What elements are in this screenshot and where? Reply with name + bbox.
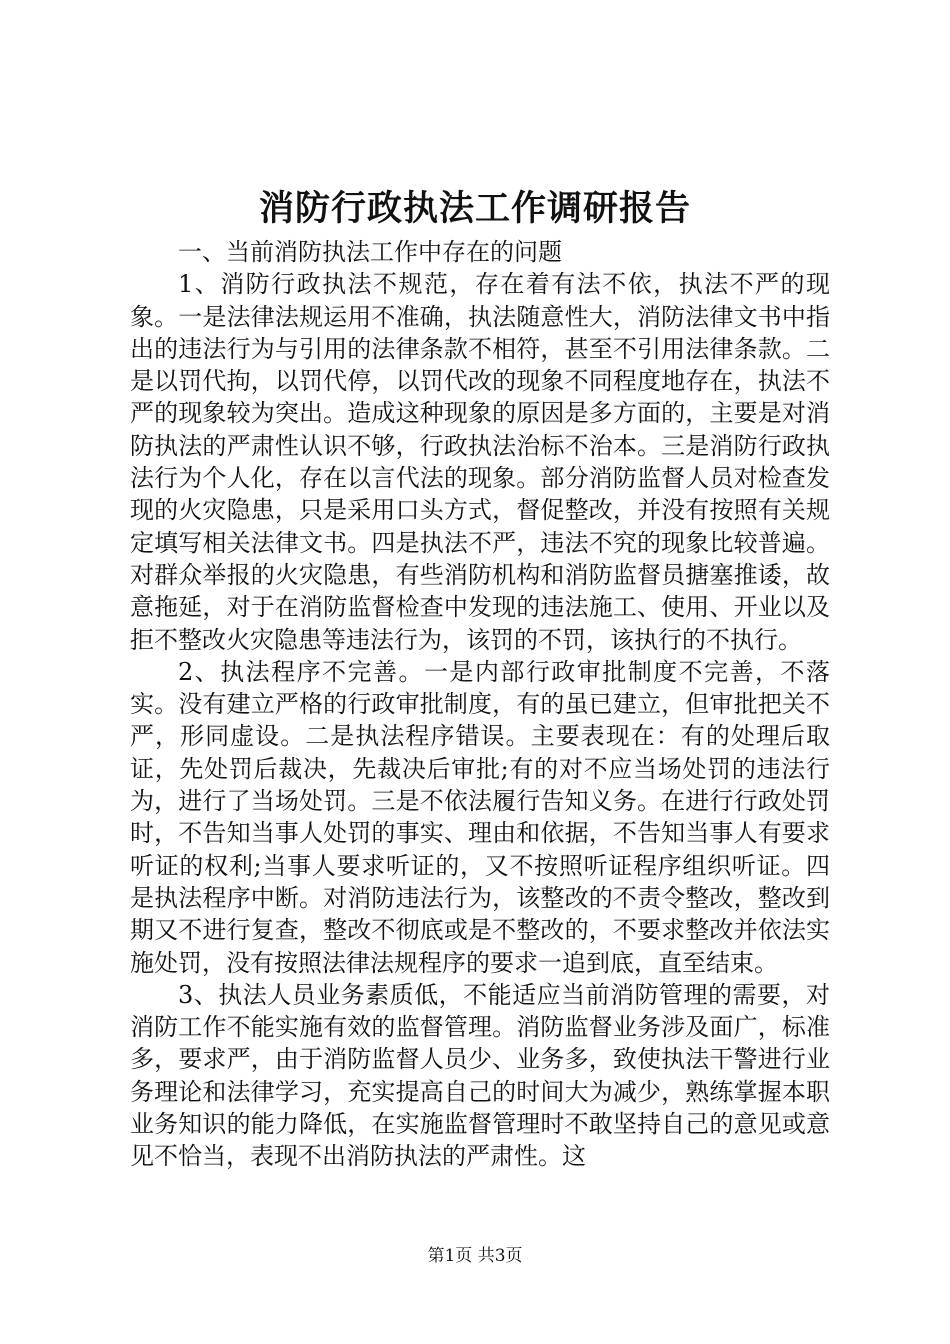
- page-number-label: 第1页 共3页: [427, 1246, 523, 1266]
- page-footer: [0, 1244, 950, 1268]
- section-heading: 一、当前消防执法工作中存在的问题: [178, 238, 562, 266]
- paragraph-2: 2、执法程序不完善。一是内部行政审批制度不完善，不落实。没有建立严格的行政审批制度，有的虽已建立，但审批把关不严，形同虚设。二是执法程序错误。主要表现在：有的处理后取证，先处罚后裁决，先裁决后审批;有的对不应当场处罚的违法行为，进行了当场处罚。三是不依法履行告知义务。在进行行政处罚时，不告知当事人处罚的事实、理由和依据，不告知当事人有要求听证的权利;当事人要求听证的，又不按照听证程序组织听证。四是执法程序中断。对消防违法行为，该整改的不责令整改，整改到期又不进行复查，整改不彻底或是不整改的，不要求整改并依法实施处罚，没有按照法律法规程序的要求一追到底，直至结束。: [130, 657, 830, 977]
- paragraph-1: 1、消防行政执法不规范，存在着有法不依，执法不严的现象。一是法律法规运用不准确，执法随意性大，消防法律文书中指出的违法行为与引用的法律条款不相符，甚至不引用法律条款。二是以罚代拘，以罚代停，以罚代改的现象不同程度地存在，执法不严的现象较为突出。造成这种现象的原因是多方面的，主要是对消防执法的严肃性认识不够，行政执法治标不治本。三是消防行政执法行为个人化，存在以言代法的现象。部分消防监督人员对检查发现的火灾隐患，只是采用口头方式，督促整改，并没有按照有关规定填写相关法律文书。四是执法不严，违法不究的现象比较普遍。对群众举报的火灾隐患，有些消防机构和消防监督员搪塞推诿，故意拖延，对于在消防监督检查中发现的违法施工、使用、开业以及拒不整改火灾隐患等违法行为，该罚的不罚，该执行的不执行。: [130, 270, 830, 654]
- document-body: [130, 236, 830, 1173]
- paragraph-3: 3、执法人员业务素质低，不能适应当前消防管理的需要，对消防工作不能实施有效的监督管理。消防监督业务涉及面广，标准多，要求严，由于消防监督人员少、业务多，致使执法干警进行业务理论和法律学习，充实提高自己的时间大为减少，熟练掌握本职业务知识的能力降低，在实施监督管理时不敢坚持自己的意见或意见不恰当，表现不出消防执法的严肃性。这: [130, 980, 830, 1171]
- document-title: 消防行政执法工作调研报告: [258, 188, 691, 229]
